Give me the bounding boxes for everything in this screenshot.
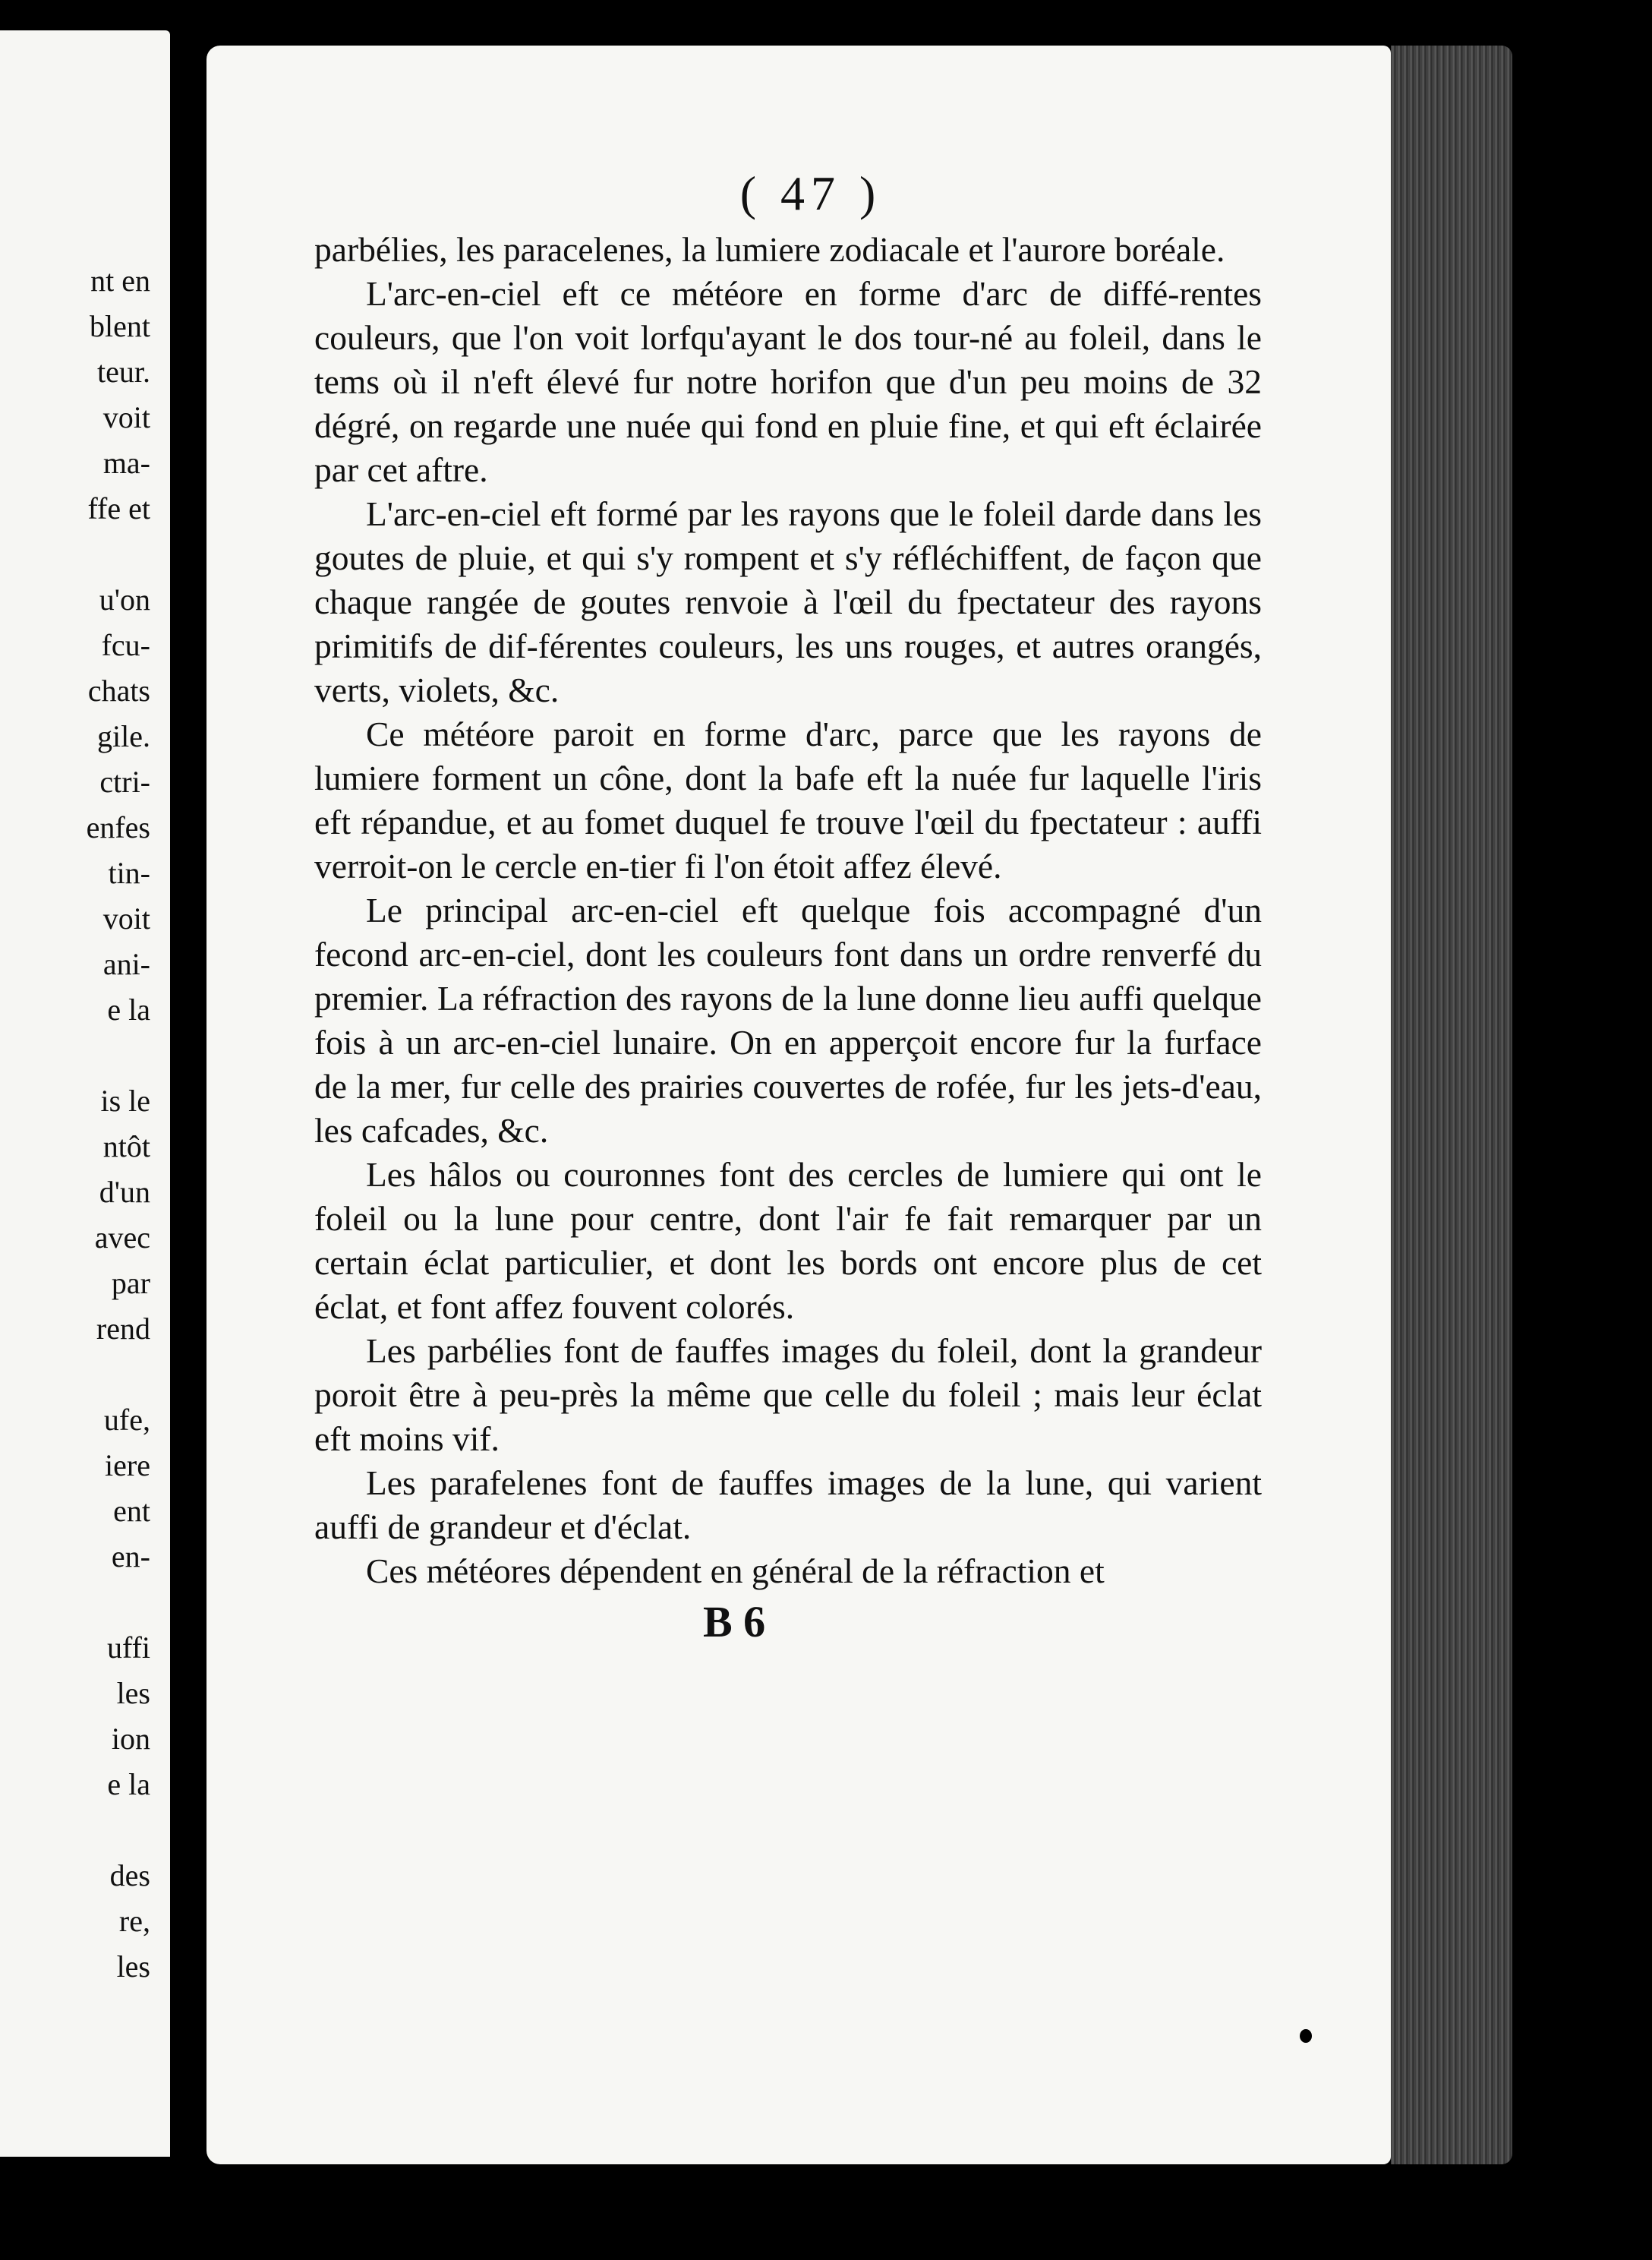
fragment-line: ntôt [102, 1129, 150, 1163]
fragment-line: iere [105, 1448, 150, 1482]
fragment-line: e la [107, 993, 150, 1027]
fragment-line: avec [94, 1220, 150, 1255]
fragment-line: ffe et [87, 491, 150, 526]
fragment-line [0, 1033, 170, 1078]
fragment-line [0, 1580, 170, 1625]
fragment-line: gile. [97, 719, 150, 753]
book-gutter [170, 0, 206, 2260]
fragment-line: fcu- [101, 628, 150, 662]
paragraph: Ces météores dépendent en général de la réfraction et [366, 1551, 1105, 1590]
fragment-line: ion [111, 1722, 150, 1756]
fragment-line: en- [111, 1539, 150, 1573]
page-fore-edge [1391, 46, 1512, 2164]
fragment-line: tin- [108, 856, 150, 890]
fragment-line: is le [100, 1084, 150, 1118]
paragraph: L'arc-en-ciel eft ce météore en forme d'arc de diffé-rentes couleurs, que l'on voit lorfqu'ayant le dos tour-né au foleil, dans le tems où il n'eft élevé fur notre horifon que d'un peu moins de 32 dégré, on regarde une nuée qui fond en pluie fine, et qui eft éclairée par cet aftre. [314, 274, 1262, 489]
fragment-line: u'on [99, 582, 150, 617]
fragment-line: rend [96, 1311, 150, 1346]
fragment-line [0, 532, 170, 577]
previous-page-fragment [0, 30, 170, 2157]
fragment-line: blent [90, 309, 150, 343]
fragment-line: ani- [102, 947, 150, 981]
paragraph: Les parafelenes font de fauffes images de la lune, qui varient auffi de grandeur et d'éclat. [314, 1463, 1262, 1546]
ink-speck [1300, 2029, 1312, 2043]
fragment-line [0, 1352, 170, 1397]
paragraph: Les hâlos ou couronnes font des cercles de lumiere qui ont le foleil ou la lune pour centre, dont l'air fe fait remarquer par un certain éclat particulier, et dont les bords ont encore plus de cet éclat, et font affez fouvent colorés. [314, 1155, 1262, 1326]
paragraph: Le principal arc-en-ciel eft quelque fois accompagné d'un fecond arc-en-ciel, dont les couleurs font dans un ordre renverfé du premier. La réfraction des rayons de la lune donne lieu auffi quelque fois à un arc-en-ciel lunaire. On en apperçoit encore fur la furface de la mer, fur celle des prairies couvertes de rofée, fur les jets-d'eau, les cafcades, &c. [314, 891, 1262, 1150]
fragment-line: enfes [86, 810, 150, 844]
fragment-line: d'un [99, 1175, 150, 1209]
fragment-line: voit [102, 901, 150, 936]
fragment-line: voit [102, 400, 150, 434]
fragment-line: des [109, 1858, 150, 1892]
fragment-line: ma- [102, 446, 150, 480]
fragment-line: nt en [90, 264, 150, 298]
fragment-line: par [111, 1266, 150, 1300]
fragment-line: les [116, 1676, 150, 1710]
paragraph: L'arc-en-ciel eft formé par les rayons que le foleil darde dans les goutes de pluie, et qui s'y rompent et s'y réfléchiffent, de façon que chaque rangée de goutes renvoie à l'œil du fpectateur des rayons primitifs de dif-férentes couleurs, les uns rouges, et autres orangés, verts, violets, &c. [314, 494, 1262, 709]
page-content [314, 159, 1262, 1649]
fragment-line: re, [118, 1904, 150, 1938]
fragment-line [0, 1807, 170, 1853]
previous-page-text [0, 258, 170, 1990]
fragment-line: teur. [97, 355, 150, 389]
page-number: ( 47 ) [739, 166, 882, 220]
fragment-line: uffi [106, 1630, 150, 1665]
fragment-line: ctri- [99, 765, 150, 799]
fragment-line: ufe, [103, 1403, 150, 1437]
fragment-line: ent [113, 1494, 150, 1528]
fragment-line: e la [107, 1767, 150, 1801]
paragraph: Ce météore paroit en forme d'arc, parce que les rayons de lumiere forment un cône, dont la bafe eft la nuée fur laquelle l'iris eft répandue, et au fomet duquel fe trouve l'œil du fpectateur : auffi verroit-on le cercle en-tier fi l'on étoit affez élevé. [314, 715, 1262, 885]
book-page [206, 46, 1391, 2164]
signature-mark: B 6 [703, 1597, 766, 1646]
paragraph: parbélies, les paracelenes, la lumiere zodiacale et l'aurore boréale. [314, 230, 1225, 269]
paragraph: Les parbélies font de fauffes images du foleil, dont la grandeur poroit être à peu-près la même que celle du foleil ; mais leur éclat eft moins vif. [314, 1331, 1262, 1458]
fragment-line: chats [87, 674, 150, 708]
fragment-line: les [116, 1949, 150, 1984]
